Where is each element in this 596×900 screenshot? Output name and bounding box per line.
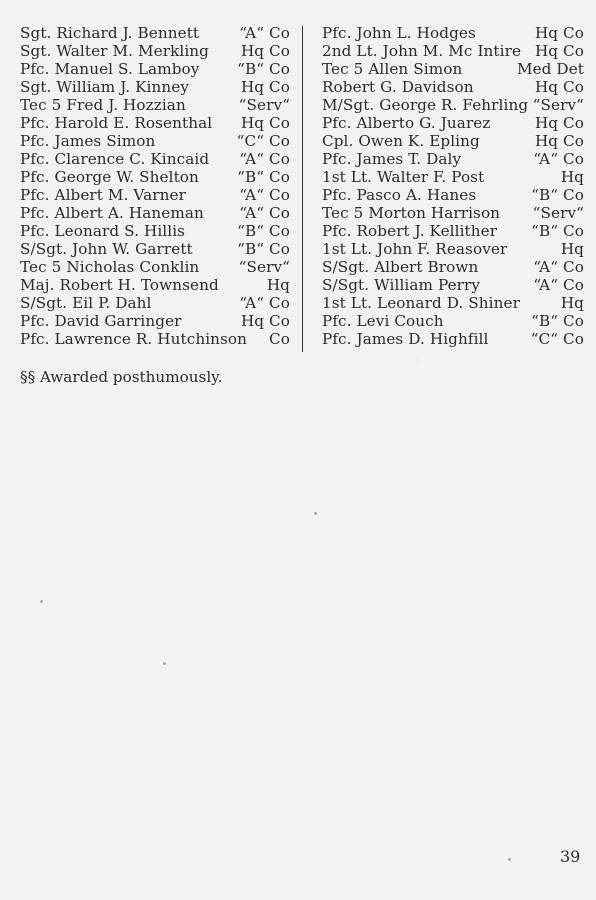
soldier-name: Maj. Robert H. Townsend xyxy=(20,276,219,294)
unit-label: “A“ Co xyxy=(533,150,584,168)
roster-entry xyxy=(20,294,290,312)
soldier-name: Cpl. Owen K. Epling xyxy=(322,132,480,150)
unit-label: Hq Co xyxy=(240,312,290,330)
soldier-name: Pfc. Alberto G. Juarez xyxy=(322,114,491,132)
roster-entry xyxy=(322,96,584,114)
unit-label: “A“ Co xyxy=(239,294,290,312)
soldier-name: 1st Lt. Walter F. Post xyxy=(322,168,485,186)
soldier-name: 1st Lt. Leonard D. Shiner xyxy=(322,294,520,312)
soldier-name: Pfc. Clarence C. Kincaid xyxy=(20,150,210,168)
unit-label: Hq Co xyxy=(534,78,584,96)
soldier-name: Pfc. Pasco A. Hanes xyxy=(322,186,477,204)
roster-entry xyxy=(322,294,584,312)
roster-entry xyxy=(20,222,290,240)
unit-label: Hq Co xyxy=(240,114,290,132)
unit-label: Hq xyxy=(560,168,584,186)
soldier-name: Tec 5 Allen Simon xyxy=(322,60,463,78)
roster-right-column xyxy=(322,24,584,348)
unit-label: “Serv“ xyxy=(238,258,290,276)
soldier-name: S/Sgt. Eil P. Dahl xyxy=(20,294,152,312)
unit-label: “B“ Co xyxy=(531,186,584,204)
unit-label: “B“ Co xyxy=(237,168,290,186)
unit-label: “Serv“ xyxy=(532,96,584,114)
unit-label: Hq xyxy=(560,240,584,258)
soldier-name: S/Sgt. Albert Brown xyxy=(322,258,479,276)
soldier-name: Pfc. Lawrence R. Hutchinson xyxy=(20,330,248,348)
roster-entry xyxy=(322,330,584,348)
soldier-name: 2nd Lt. John M. Mc Intire xyxy=(322,42,522,60)
roster-entry xyxy=(322,42,584,60)
roster-entry xyxy=(20,78,290,96)
unit-label: Hq Co xyxy=(534,24,584,42)
soldier-name: Pfc. Robert J. Kellither xyxy=(322,222,498,240)
page-number: 39 xyxy=(560,847,581,866)
print-speck xyxy=(40,600,43,603)
roster-left-column xyxy=(20,24,290,348)
soldier-name: Pfc. James Simon xyxy=(20,132,156,150)
soldier-name: Sgt. Richard J. Bennett xyxy=(20,24,200,42)
roster-entry xyxy=(20,42,290,60)
print-speck xyxy=(508,858,511,861)
soldier-name: Tec 5 Fred J. Hozzian xyxy=(20,96,186,114)
soldier-name: M/Sgt. George R. Fehrling xyxy=(322,96,529,114)
roster-entry xyxy=(322,276,584,294)
soldier-name: Pfc. Harold E. Rosenthal xyxy=(20,114,213,132)
roster-entry xyxy=(20,330,290,348)
footnote: §§ Awarded posthumously. xyxy=(20,368,223,386)
roster-entry xyxy=(322,150,584,168)
roster-entry xyxy=(20,312,290,330)
soldier-name: Pfc. James T. Daly xyxy=(322,150,462,168)
unit-label: “C“ Co xyxy=(236,132,290,150)
unit-label: “C“ Co xyxy=(530,330,584,348)
soldier-name: Pfc. George W. Shelton xyxy=(20,168,199,186)
roster-entry xyxy=(322,24,584,42)
roster-entry xyxy=(20,258,290,276)
soldier-name: Pfc. Albert M. Varner xyxy=(20,186,186,204)
unit-label: Hq Co xyxy=(240,78,290,96)
print-speck xyxy=(314,512,317,515)
roster-entry xyxy=(20,204,290,222)
unit-label: Co xyxy=(269,330,290,348)
roster-entry xyxy=(322,168,584,186)
roster-entry xyxy=(322,186,584,204)
soldier-name: Pfc. John L. Hodges xyxy=(322,24,476,42)
unit-label: Hq Co xyxy=(534,132,584,150)
roster-entry xyxy=(20,114,290,132)
roster-entry xyxy=(20,132,290,150)
roster-entry xyxy=(20,240,290,258)
unit-label: Hq Co xyxy=(534,42,584,60)
soldier-name: Pfc. James D. Highfill xyxy=(322,330,489,348)
unit-label: Hq xyxy=(266,276,290,294)
unit-label: “B“ Co xyxy=(237,60,290,78)
unit-label: “B“ Co xyxy=(531,312,584,330)
column-divider xyxy=(302,26,303,352)
roster-entry xyxy=(20,24,290,42)
soldier-name: 1st Lt. John F. Reasover xyxy=(322,240,508,258)
roster-entry xyxy=(322,114,584,132)
roster-entry xyxy=(20,96,290,114)
unit-label: “A“ Co xyxy=(533,258,584,276)
roster-entry xyxy=(322,60,584,78)
unit-label: “A“ Co xyxy=(239,24,290,42)
soldier-name: Pfc. Albert A. Haneman xyxy=(20,204,204,222)
unit-label: “A“ Co xyxy=(533,276,584,294)
unit-label: Hq xyxy=(560,294,584,312)
roster-entry xyxy=(322,258,584,276)
unit-label: Hq Co xyxy=(534,114,584,132)
soldier-name: Tec 5 Morton Harrison xyxy=(322,204,501,222)
soldier-name: Pfc. Levi Couch xyxy=(322,312,444,330)
roster-entry xyxy=(322,222,584,240)
print-speck xyxy=(163,662,166,665)
soldier-name: S/Sgt. John W. Garrett xyxy=(20,240,193,258)
roster-entry xyxy=(20,168,290,186)
soldier-name: Tec 5 Nicholas Conklin xyxy=(20,258,200,276)
unit-label: “B“ Co xyxy=(531,222,584,240)
soldier-name: Robert G. Davidson xyxy=(322,78,474,96)
roster-entry xyxy=(322,240,584,258)
roster-entry xyxy=(20,60,290,78)
unit-label: Hq Co xyxy=(240,42,290,60)
roster-entry xyxy=(322,204,584,222)
unit-label: Med Det xyxy=(516,60,584,78)
roster-entry xyxy=(322,78,584,96)
unit-label: “Serv“ xyxy=(238,96,290,114)
soldier-name: Sgt. William J. Kinney xyxy=(20,78,190,96)
unit-label: “B“ Co xyxy=(237,222,290,240)
unit-label: “Serv“ xyxy=(532,204,584,222)
roster-entry xyxy=(20,150,290,168)
unit-label: “B“ Co xyxy=(237,240,290,258)
soldier-name: Pfc. Manuel S. Lamboy xyxy=(20,60,200,78)
unit-label: “A“ Co xyxy=(239,150,290,168)
roster-entry xyxy=(322,132,584,150)
roster-entry xyxy=(322,312,584,330)
soldier-name: S/Sgt. William Perry xyxy=(322,276,481,294)
soldier-name: Pfc. David Garringer xyxy=(20,312,182,330)
roster-entry xyxy=(20,276,290,294)
unit-label: “A“ Co xyxy=(239,186,290,204)
roster-entry xyxy=(20,186,290,204)
unit-label: “A“ Co xyxy=(239,204,290,222)
soldier-name: Pfc. Leonard S. Hillis xyxy=(20,222,186,240)
soldier-name: Sgt. Walter M. Merkling xyxy=(20,42,209,60)
